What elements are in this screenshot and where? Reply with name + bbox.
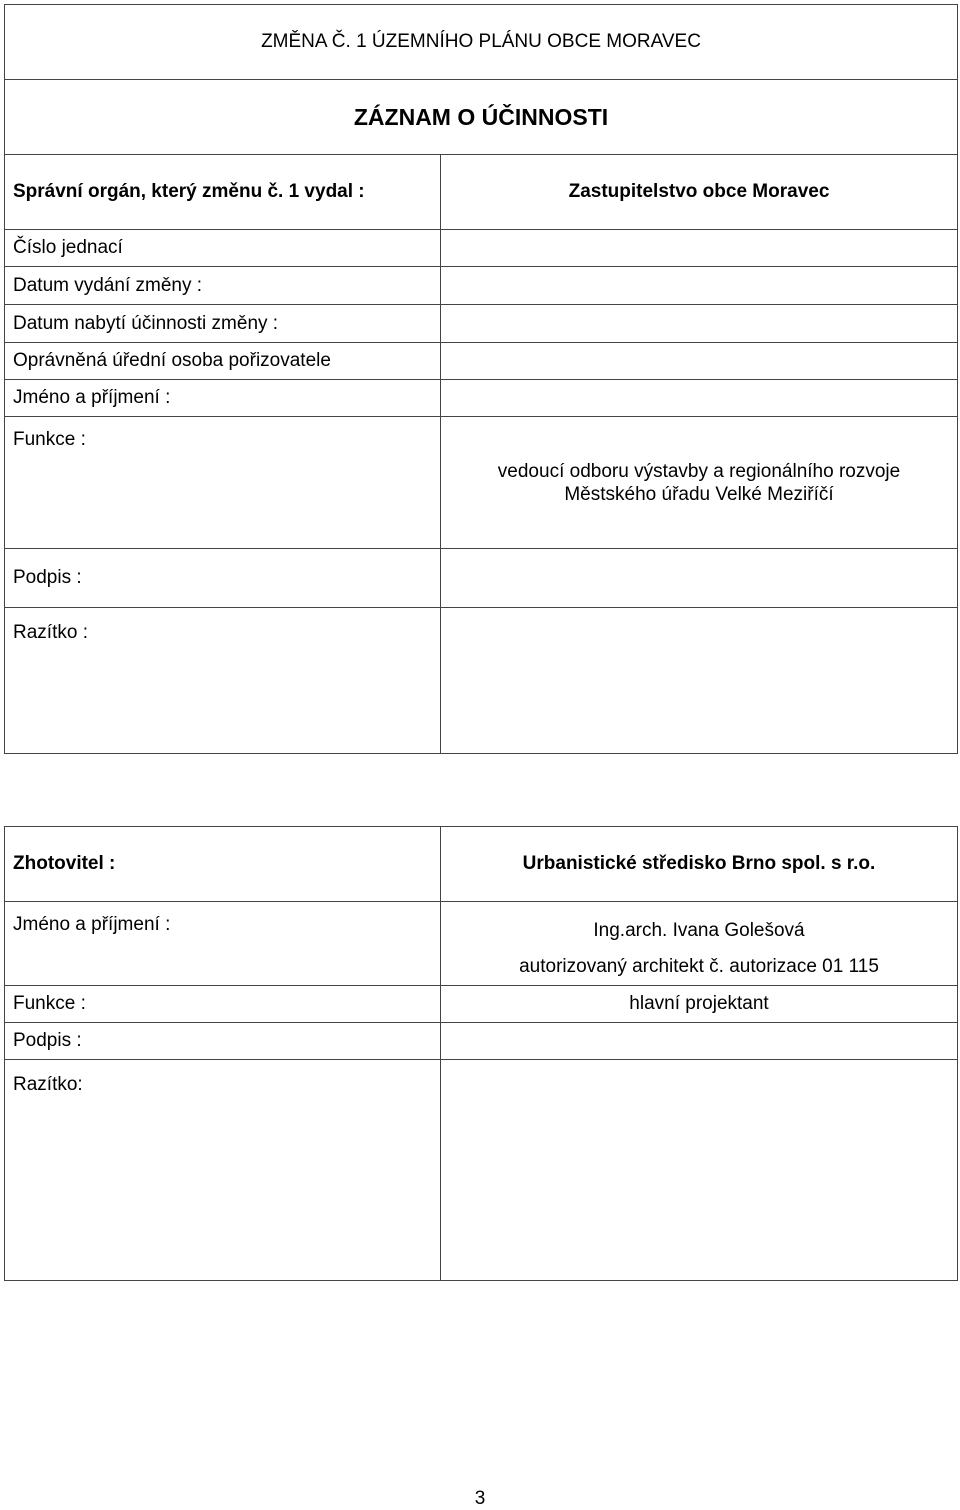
official-heading-value [441, 343, 958, 380]
contractor-name-value: Ing.arch. Ivana Golešová [593, 920, 805, 941]
contractor-function-label: Funkce : [5, 986, 441, 1023]
effective-date-label: Datum nabytí účinnosti změny : [5, 305, 441, 343]
page-number: 3 [474, 1488, 486, 1509]
effective-date-value [441, 305, 958, 343]
authority-label: Správní orgán, který změnu č. 1 vydal : [5, 155, 441, 230]
contractor-label: Zhotovitel : [5, 827, 441, 902]
official-stamp-label: Razítko : [5, 608, 441, 754]
issue-date-value [441, 267, 958, 305]
official-signature-field [441, 549, 958, 608]
record-table [4, 4, 958, 754]
record-title: ZÁZNAM O ÚČINNOSTI [5, 80, 958, 155]
official-function-line1: vedoucí odboru výstavby a regionálního rozvoje [497, 460, 901, 482]
contractor-stamp-label: Razítko: [5, 1060, 441, 1281]
official-signature-label: Podpis : [5, 549, 441, 608]
official-function-line2: Městského úřadu Velké Meziříčí [564, 483, 834, 505]
document-title: ZMĚNA Č. 1 ÚZEMNÍHO PLÁNU OBCE MORAVEC [5, 5, 958, 80]
reference-number-label: Číslo jednací [5, 230, 441, 267]
reference-number-value [441, 230, 958, 267]
contractor-table [4, 826, 958, 1281]
contractor-function-value: hlavní projektant [441, 986, 958, 1023]
official-name-value [441, 380, 958, 417]
contractor-signature-label: Podpis : [5, 1023, 441, 1060]
issue-date-label: Datum vydání změny : [5, 267, 441, 305]
contractor-stamp-field [441, 1060, 958, 1281]
contractor-signature-field [441, 1023, 958, 1060]
contractor-value: Urbanistické středisko Brno spol. s r.o. [441, 827, 958, 902]
authority-value: Zastupitelstvo obce Moravec [441, 155, 958, 230]
contractor-authorization: autorizovaný architekt č. autorizace 01 115 [519, 956, 879, 977]
official-heading: Oprávněná úřední osoba pořizovatele [5, 343, 441, 380]
official-function-label: Funkce : [5, 417, 441, 549]
official-name-label: Jméno a příjmení : [5, 380, 441, 417]
official-stamp-field [441, 608, 958, 754]
official-function-value [441, 417, 958, 549]
contractor-name-label: Jméno a příjmení : [5, 902, 441, 986]
contractor-name-cell [441, 902, 958, 986]
